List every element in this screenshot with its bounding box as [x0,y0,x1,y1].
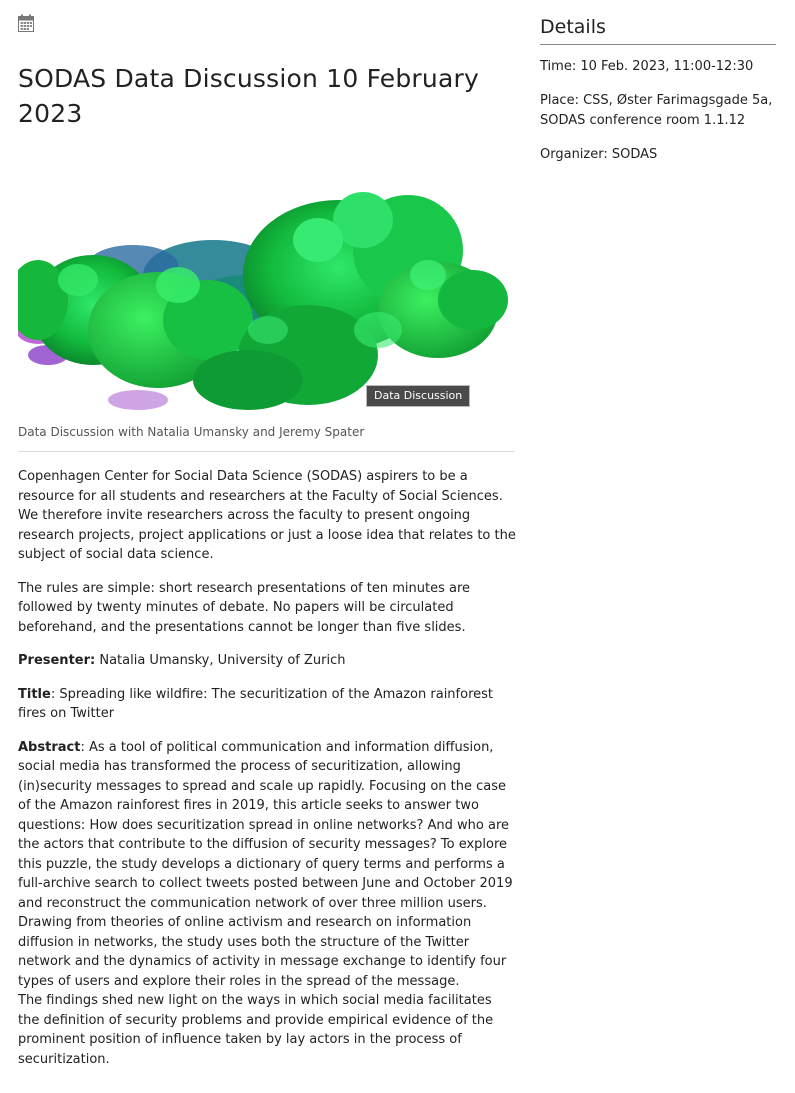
divider [18,451,515,452]
ink-cloud-image [18,180,515,412]
abstract-label: Abstract [18,739,81,755]
event-image [18,180,515,412]
presenter-paragraph [18,651,516,671]
talk-title-value: : Spreading like wildfire: The securitization of the Amazon rainforest fires on Twitter [18,686,494,721]
intro-paragraph: Copenhagen Center for Social Data Science (SODAS) aspirers to be a resource for all students and researchers at the Faculty of Social Sciences. We therefore invite researchers across the faculty to present ongoing research projects, project applications or just a loose idea that relates to the subject of social data science. [18,469,516,562]
details-heading: Details [540,16,606,38]
image-caption: Data Discussion with Natalia Umansky and Jeremy Spater [18,425,365,439]
event-description [18,467,516,1069]
talk-title-paragraph [18,685,516,724]
page-title: SODAS Data Discussion 10 February 2023 [18,64,479,128]
talk-title-label: Title [18,686,51,702]
details-divider [540,44,776,45]
calendar-icon [18,14,34,32]
findings-paragraph: The findings shed new light on the ways in which social media facilitates the definition of security problems and provide empirical evidence of the prominent position of influence taken by lay actors in the process of securitization. [18,993,494,1067]
main-content [18,12,516,1083]
image-badge: Data Discussion [366,385,470,407]
abstract-paragraph [18,738,516,992]
details-sidebar [540,16,776,165]
details-organizer: Organizer: SODAS [540,147,658,162]
abstract-value: : As a tool of political communication and information diffusion, social media has transformed the process of securitization, allowing (in)security messages to spread and scale up rapidly. Focusing on the case of the Amazon rainforest fires in 2019, this article seeks to answer two questions: How does securitization spread in online networks? And who are the actors that contribute to the diffusion of security messages? To explore this puzzle, the study develops a dictionary of query terms and performs a full-archive search to collect tweets posted between June and October 2019 and reconstruct the communication network of over three million users. Drawing from theories of online activism and research on information diffusion in networks, the study uses both the structure of the Twitter network and the dynamics of activity in message exchange to identify four types of users and explore their roles in the spread of the message. [18,739,513,989]
rules-paragraph: The rules are simple: short research presentations of ten minutes are followed by twenty minutes of debate. No papers will be circulated beforehand, and the presentations cannot be longer than five slides. [18,580,470,635]
details-place: Place: CSS, Øster Farimagsgade 5a, SODAS conference room 1.1.12 [540,93,773,128]
presenter-value: Natalia Umansky, University of Zurich [95,653,346,668]
presenter-label: Presenter: [18,653,96,668]
details-time: Time: 10 Feb. 2023, 11:00-12:30 [540,59,754,74]
